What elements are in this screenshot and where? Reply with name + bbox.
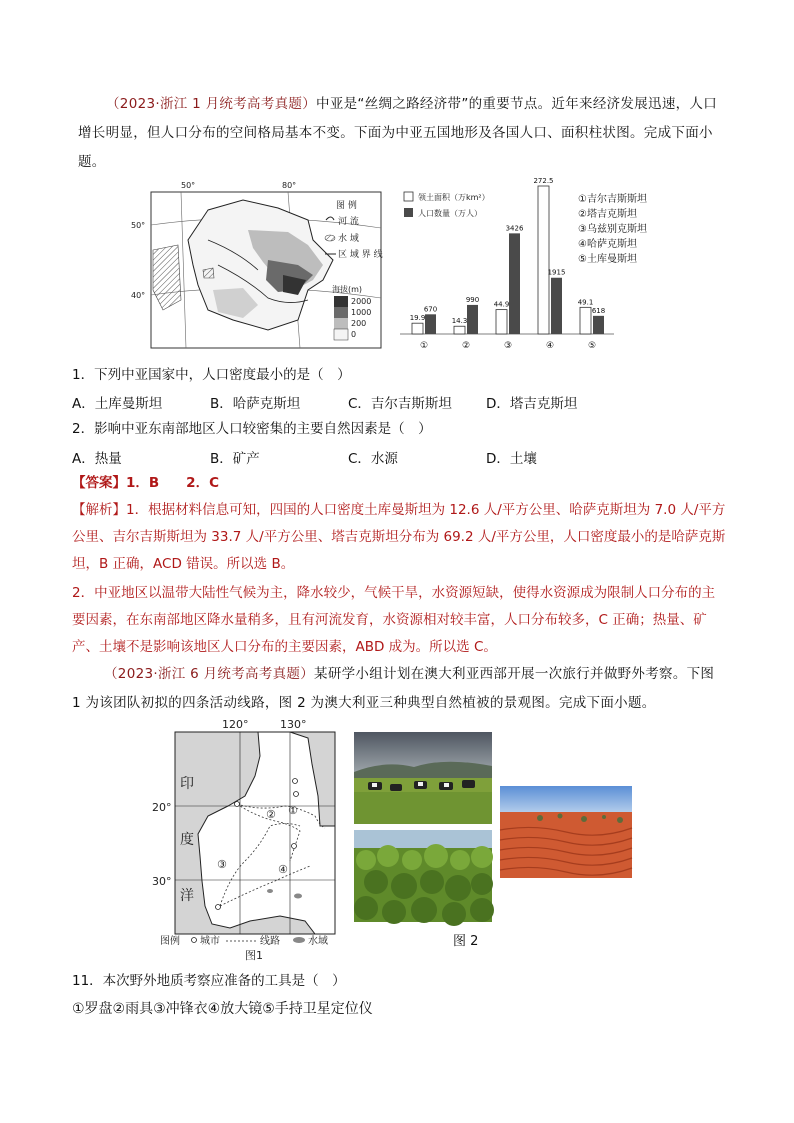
legend-area-swatch xyxy=(404,192,413,201)
ocean-char-3: 洋 xyxy=(180,888,194,904)
answer-line: 【答案】1．B 2．C xyxy=(72,475,219,491)
population-bar-3 xyxy=(509,233,520,334)
population-value-label-5: 618 xyxy=(591,306,606,315)
q2-option-b: B．矿产 xyxy=(210,451,260,467)
lon-50-label: 50° xyxy=(181,181,196,190)
area-bar-4 xyxy=(538,186,549,334)
area-bar-3 xyxy=(496,310,507,334)
elev-tick-2000: 2000 xyxy=(351,297,372,306)
country-key xyxy=(578,192,678,267)
elev-tick-1000: 1000 xyxy=(351,308,372,317)
population-bar-4 xyxy=(551,278,562,334)
population-value-label-1: 670 xyxy=(423,305,438,314)
intro-text-2: 某研学小组计划在澳大利亚西部开展一次旅行并做野外考察。下图 1 为该团队初拟的四条活动线路，图 2 为澳大利亚三种典型自然植被的景观图。完成下面小题。 xyxy=(72,666,715,711)
q1-option-d: D．塔吉克斯坦 xyxy=(486,396,578,412)
fig1-legend-prefix: 图例 xyxy=(160,936,180,947)
area-value-label-1: 19.9 xyxy=(409,314,426,323)
fig1-legend-water: 水域 xyxy=(308,936,328,947)
route-1-label: ① xyxy=(288,804,298,817)
lat-20-label: 20° xyxy=(152,801,172,814)
source-tag-1: （2023·浙江 1 月统考高考真题） xyxy=(106,96,317,112)
analysis-2: 2．中亚地区以温带大陆性气候为主，降水较少，气候干旱，水资源短缺，使得水资源成为限制人口分布的主要因素，在东南部地区降水量稍多，且有河流发育，水资源相对较丰富，人口分布较多，C 正确；热量、矿产、土壤不是影响该地区人口分布的主要因素，ABD 成为。所以选 C。 xyxy=(72,585,716,655)
country-key-4: ④哈萨克斯坦 xyxy=(578,239,637,250)
legend-title: 图 例 xyxy=(336,201,357,211)
area-bar-2 xyxy=(454,326,465,334)
water-symbol-icon xyxy=(325,235,335,241)
fig1-caption: 图1 xyxy=(245,949,263,962)
desert-photo xyxy=(500,786,632,878)
country-key-2: ②塔吉克斯坦 xyxy=(578,209,637,220)
legend-pop-swatch xyxy=(404,208,413,217)
intro-text-1: 中亚是“丝绸之路经济带”的重要节点。近年来经济发展迅速，人口增长明显，但人口分布的空间格局基本不变。下面为中亚五国地形及各国人口、面积柱状图。完成下面小题。 xyxy=(78,96,718,170)
lat-30-label: 30° xyxy=(152,875,172,888)
central-asia-map xyxy=(131,180,384,350)
q1-option-c: C．吉尔吉斯斯坦 xyxy=(348,396,452,412)
legend-water: 水 域 xyxy=(338,234,359,244)
category-label-2: ② xyxy=(461,341,471,351)
lon-80-label: 80° xyxy=(282,181,297,190)
area-value-label-3: 44.9 xyxy=(493,300,510,309)
city-symbol-icon xyxy=(192,938,197,943)
water-body-icon xyxy=(293,937,305,943)
q2-option-c: C．水源 xyxy=(348,451,398,467)
elevation-title: 海拔(m) xyxy=(332,285,363,294)
forest-photo xyxy=(354,830,492,922)
legend-pop-label: 人口数量（万人） xyxy=(418,209,482,218)
lat-50-label: 50° xyxy=(131,221,146,230)
analysis-1: 【解析】1．根据材料信息可知，四国的人口密度土库曼斯坦为 12.6 人/平方公里、哈萨克斯坦为 7.0 人/平方公里、吉尔吉斯斯坦为 33.7 人/平方公里、塔吉克斯坦分布为 69.2 人/平方公里，人口密度最小的是哈萨克斯坦，B 正确，ACD 错误。所以选 B。 xyxy=(72,502,726,572)
area-value-label-4: 272.5 xyxy=(533,177,554,185)
route-3-label: ③ xyxy=(217,858,227,871)
population-bar-2 xyxy=(467,305,478,334)
question-11-items: ①罗盘②雨具③冲锋衣④放大镜⑤手持卫星定位仪 xyxy=(72,1001,373,1017)
country-key-3: ③乌兹别克斯坦 xyxy=(578,224,647,235)
intro-paragraph-1 xyxy=(78,90,723,177)
population-bar-5 xyxy=(593,316,604,334)
lon-120-label: 120° xyxy=(222,718,249,731)
population-value-label-4: 1915 xyxy=(547,268,566,277)
legend-river: 河 流 xyxy=(338,217,359,227)
category-label-3: ③ xyxy=(503,341,513,351)
fig1-legend-city: 城市 xyxy=(200,936,220,947)
q2-option-d: D．土壤 xyxy=(486,451,537,467)
q1-option-b: B．哈萨克斯坦 xyxy=(210,396,301,412)
intro-paragraph-2 xyxy=(72,660,722,718)
question-11-stem: 11．本次野外地质考察应准备的工具是（ ） xyxy=(72,973,346,989)
lon-130-label: 130° xyxy=(280,718,307,731)
category-label-5: ⑤ xyxy=(587,341,597,351)
fig2-caption: 图 2 xyxy=(453,934,479,949)
country-key-1: ①吉尔吉斯斯坦 xyxy=(578,194,647,205)
population-value-label-2: 990 xyxy=(465,295,480,304)
area-bar-5 xyxy=(580,307,591,334)
lat-40-label: 40° xyxy=(131,291,146,300)
fig1-legend-route: 线路 xyxy=(260,936,280,947)
legend-boundary: 区 域 界 线 xyxy=(338,250,383,260)
source-tag-2: （2023·浙江 6 月统考高考真题） xyxy=(104,666,315,682)
route-2-label: ② xyxy=(266,808,276,821)
ocean-char-2: 度 xyxy=(180,832,194,848)
category-label-1: ① xyxy=(419,341,429,351)
population-bar-1 xyxy=(425,314,436,334)
country-key-5: ⑤土库曼斯坦 xyxy=(578,254,637,265)
savanna-grassland-photo xyxy=(354,732,492,824)
western-australia-map xyxy=(150,716,350,962)
question-2-stem: 2．影响中亚东南部地区人口较密集的主要自然因素是（ ） xyxy=(72,421,432,437)
legend-area-label: 领土面积（万km²） xyxy=(418,193,490,202)
q1-option-a: A．土库曼斯坦 xyxy=(72,396,163,412)
q2-option-a: A．热量 xyxy=(72,451,122,467)
elev-tick-200: 200 xyxy=(351,319,367,328)
area-value-label-5: 49.1 xyxy=(577,298,594,307)
area-bar-1 xyxy=(412,323,423,334)
area-value-label-2: 14.3 xyxy=(451,317,468,326)
population-value-label-3: 3426 xyxy=(505,224,524,233)
route-4-label: ④ xyxy=(278,863,288,876)
ocean-char-1: 印 xyxy=(180,776,194,792)
category-label-4: ④ xyxy=(545,341,555,351)
question-1-stem: 1．下列中亚国家中，人口密度最小的是（ ） xyxy=(72,367,351,383)
elev-tick-0: 0 xyxy=(351,330,357,339)
